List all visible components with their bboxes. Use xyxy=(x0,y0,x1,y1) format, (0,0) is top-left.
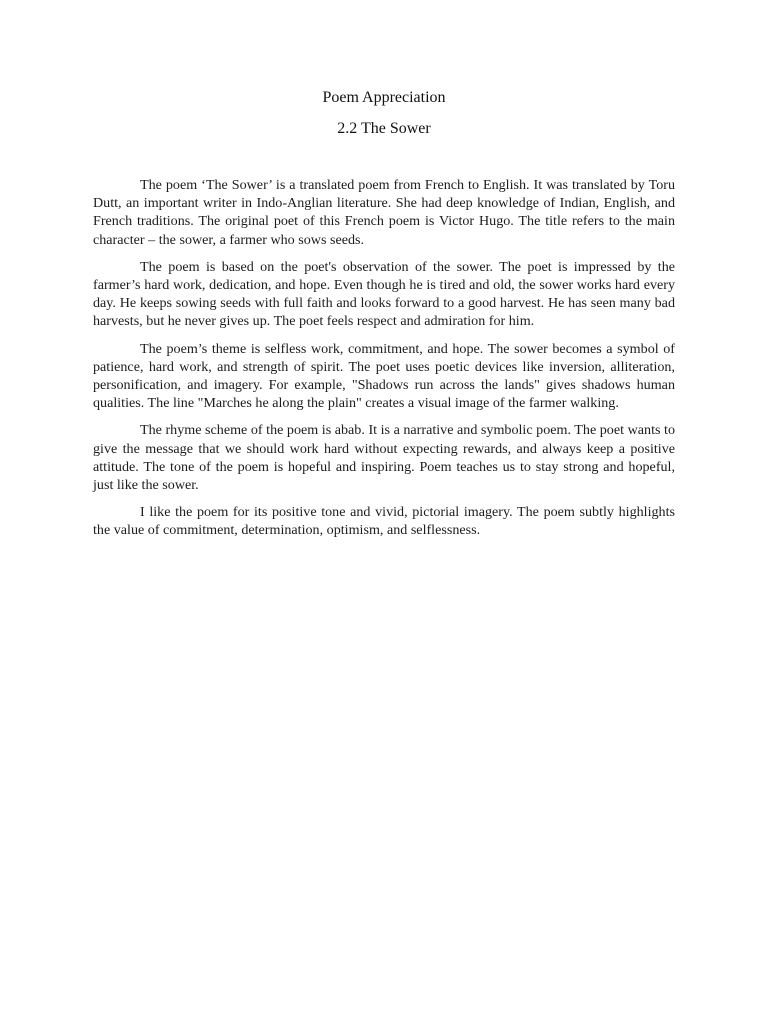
paragraph-3: The poem’s theme is selfless work, commitment, and hope. The sower becomes a symbol of patience, hard work, and strength of spirit. The poet uses poetic devices like inversion, alliteration, personification, and imagery. For example, "Shadows run across the lands" gives shadows human qualities. The line "Marches he along the plain" creates a visual image of the farmer walking. xyxy=(93,340,675,412)
paragraph-5: I like the poem for its positive tone and vivid, pictorial imagery. The poem subtly highlights the value of commitment, determination, optimism, and selflessness. xyxy=(93,504,675,539)
paragraph-4: The rhyme scheme of the poem is abab. It is a narrative and symbolic poem. The poet wants to give the message that we should work hard without expecting rewards, and always keep a positive attitude. The tone of the poem is hopeful and inspiring. Poem teaches us to stay strong and hopeful, just like the sower. xyxy=(93,422,675,494)
document-body xyxy=(93,176,675,549)
section-heading: 2.2 The Sower xyxy=(337,120,431,137)
paragraph-2: The poem is based on the poet's observation of the sower. The poet is impressed by the farmer’s hard work, dedication, and hope. Even though he is tired and old, the sower works hard every day. He keeps sowing seeds with full faith and looks forward to a good harvest. He has seen many bad harvests, but he never gives up. The poet feels respect and admiration for him. xyxy=(93,258,675,330)
paragraph-1: The poem ‘The Sower’ is a translated poem from French to English. It was translated by Toru Dutt, an important writer in Indo-Anglian literature. She had deep knowledge of Indian, English, and French traditions. The original poet of this French poem is Victor Hugo. The title refers to the main character – the sower, a farmer who sows seeds. xyxy=(93,177,675,248)
page-title: Poem Appreciation xyxy=(322,89,446,106)
